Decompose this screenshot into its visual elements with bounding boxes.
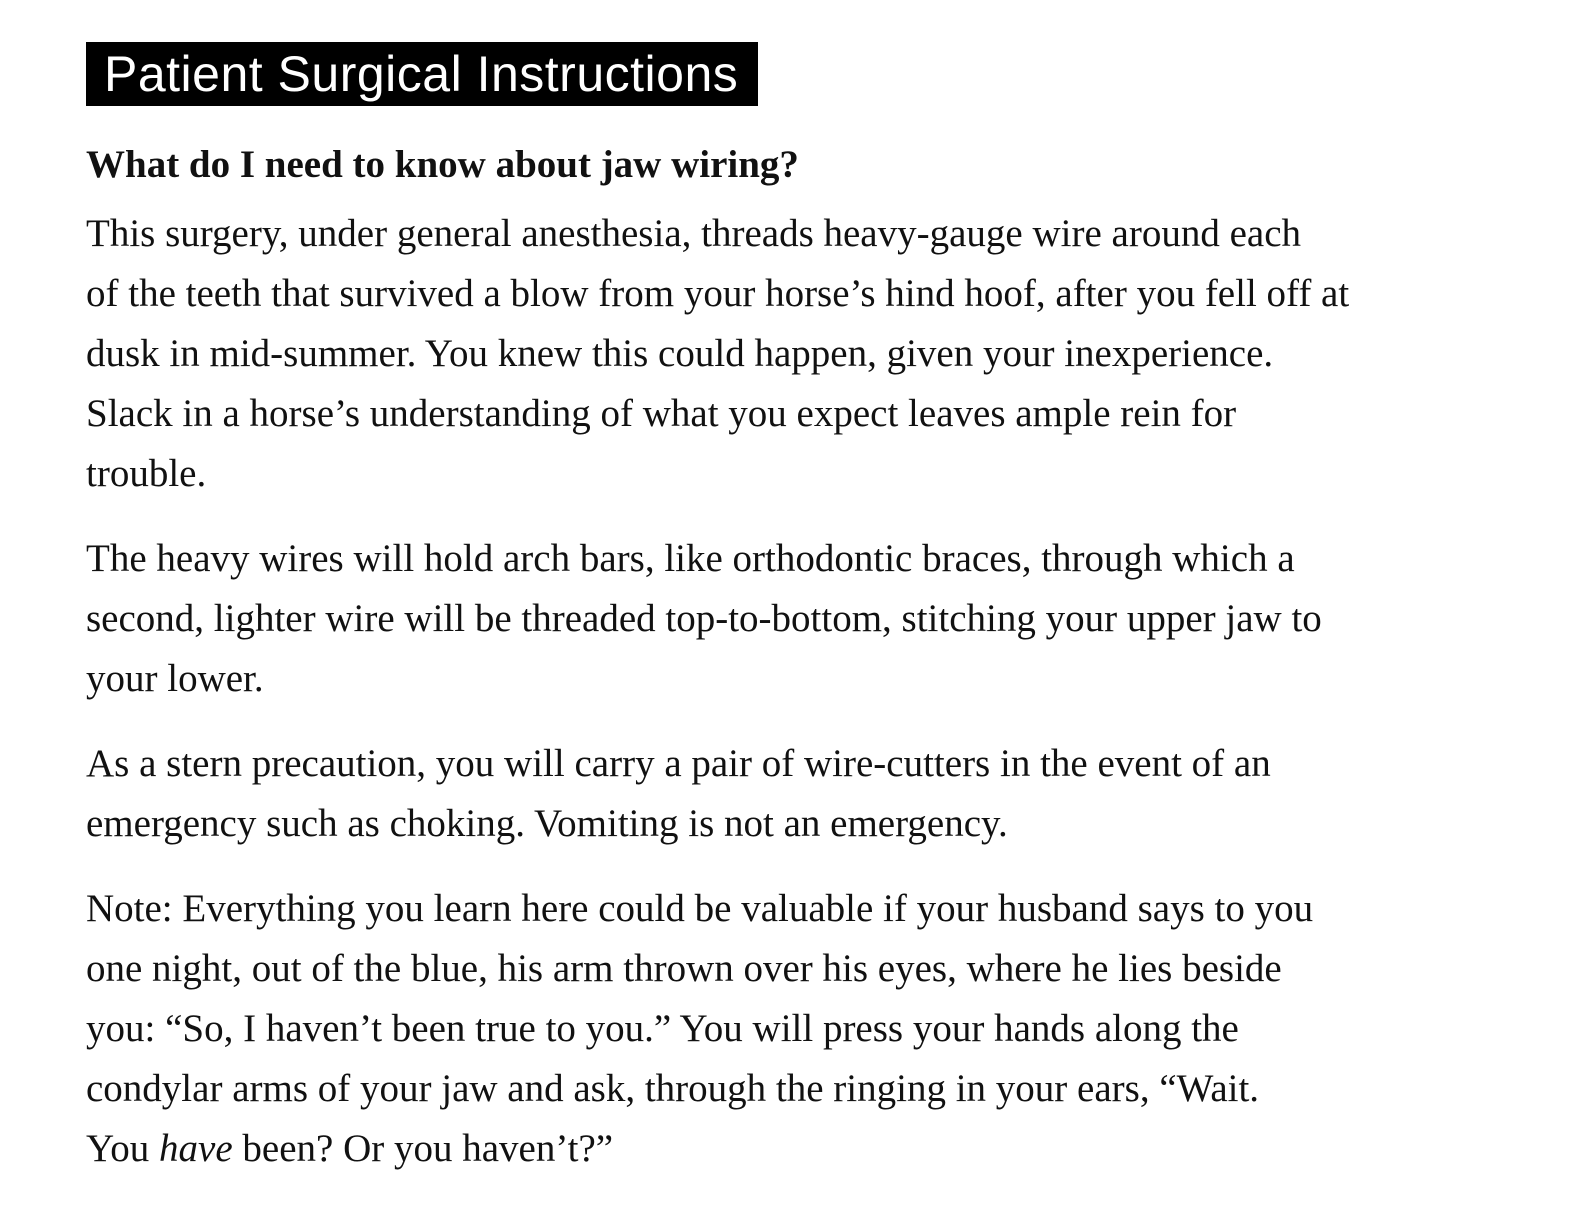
text-line: second, lighter wire will be threaded top-to-bottom, stitching your upper jaw to — [86, 597, 1322, 640]
text-line: Slack in a horse’s understanding of what you expect leaves ample rein for — [86, 392, 1237, 435]
paragraph-wires — [86, 529, 1526, 709]
text-line: condylar arms of your jaw and ask, through the ringing in your ears, “Wait. — [86, 1067, 1260, 1110]
text-line: you: “So, I haven’t been true to you.” You will press your hands along the — [86, 1007, 1239, 1050]
text-line: Note: Everything you learn here could be valuable if your husband says to you — [86, 887, 1314, 930]
text-line: dusk in mid-summer. You knew this could happen, given your inexperience. — [86, 332, 1274, 375]
paragraph-surgery — [86, 204, 1526, 504]
text-line: As a stern precaution, you will carry a pair of wire-cutters in the event of an — [86, 742, 1271, 785]
paragraph-note — [86, 879, 1526, 1179]
text-line: This surgery, under general anesthesia, threads heavy-gauge wire around each — [86, 212, 1301, 255]
text-line: The heavy wires will hold arch bars, like orthodontic braces, through which a — [86, 537, 1295, 580]
text-line: of the teeth that survived a blow from your horse’s hind hoof, after you fell off at — [86, 272, 1350, 315]
text-line: one night, out of the blue, his arm thrown over his eyes, where he lies beside — [86, 947, 1282, 990]
paragraph-precaution — [86, 734, 1526, 854]
text-line-last — [86, 1127, 613, 1170]
text-line: emergency such as choking. Vomiting is not an emergency. — [86, 802, 1008, 845]
question-heading: What do I need to know about jaw wiring? — [86, 143, 799, 186]
text-run: been? Or you haven’t?” — [232, 1127, 614, 1170]
document-page — [86, 42, 1526, 1179]
text-line: trouble. — [86, 452, 207, 495]
emphasis-text: have — [159, 1127, 233, 1170]
text-line: your lower. — [86, 657, 264, 700]
page-title: Patient Surgical Instructions — [86, 42, 758, 106]
text-run: You — [86, 1127, 160, 1170]
